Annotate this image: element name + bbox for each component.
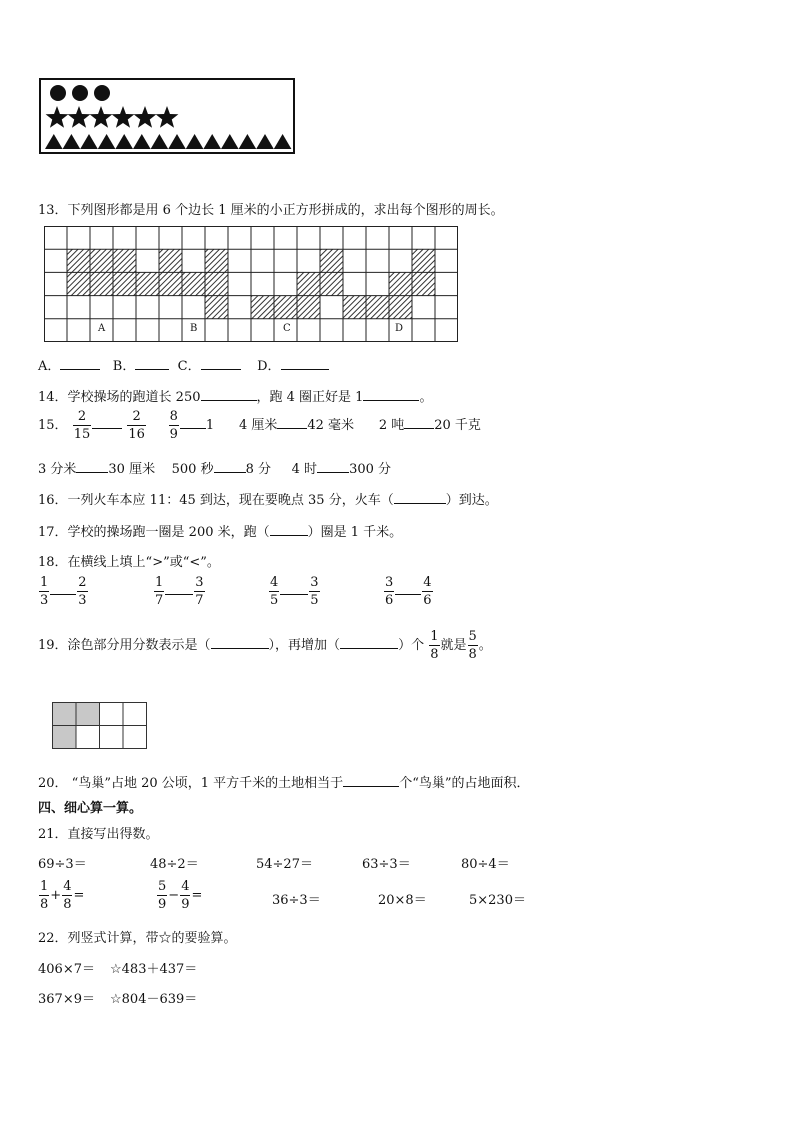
hatched-cell [366,296,389,319]
answer-b-blank[interactable] [135,358,169,370]
q17-text-2: ）圈是 1 千米。 [307,525,403,540]
hatched-cell [205,249,228,272]
q16-text-1: 16．一列火车本应 11：45 到达，现在要晚点 35 分，火车（ [38,493,394,508]
q21-frac-expr-2: $\frac{5}{9}$ − $\frac{4}{9}$ = [158,879,203,912]
q21-item-3: 54÷27＝ [256,857,313,872]
triangle-shape [115,134,133,149]
q15-row2-b: 30 厘米 [108,462,156,477]
circle-shape [50,85,66,101]
q22-text: 22．列竖式计算，带☆的要验算。 [38,931,237,946]
q21-item-5: 80÷4＝ [461,857,510,872]
q15-blank-5[interactable] [76,461,108,473]
q18-blank-1[interactable] [50,583,76,595]
q15-value-1: 1 [205,418,215,433]
q17 [38,521,402,540]
q20-blank[interactable] [343,775,399,787]
q21-item-6: 36÷3＝ [272,893,321,908]
q19-blank-2[interactable] [340,637,398,649]
q19-frac-1: $\frac{1}{8}$ [430,629,439,662]
q22-item-3: 367×9＝ [38,992,95,1007]
q16-text-2: ）到达。 [445,493,498,508]
q15-blank-7[interactable] [317,461,349,473]
answer-a-blank[interactable] [60,358,100,370]
star-shape [156,106,179,128]
q15-a: 4 厘米 [238,418,278,433]
answer-a-label: A． [38,359,61,374]
q14 [38,386,432,405]
hatched-cell [90,249,113,272]
q15-blank-1[interactable] [92,417,122,429]
q21-item-2: 48÷2＝ [150,857,199,872]
circle-shape [72,85,88,101]
q19 [38,630,492,661]
q15-row2-e: 4 时 [291,462,318,477]
q19-text-3: ）个 [398,638,425,653]
q13-answers [38,355,329,374]
q18-pair-3: $\frac{4}{5}$ $\frac{3}{5}$ [270,575,319,608]
answer-c-blank[interactable] [201,358,241,370]
q16 [38,489,498,508]
answer-d-label: D． [257,359,281,374]
triangle-shape [133,134,151,149]
q14-text-3: 。 [419,390,433,405]
q13-label-a: A [98,323,106,334]
hatched-cell [389,296,412,319]
hatched-cell [159,249,182,272]
q21-item-4: 63÷3＝ [362,857,411,872]
q21-item-1: 69÷3＝ [38,857,87,872]
circle-row [50,85,110,101]
triangle-shape [203,134,221,149]
q19-fraction-grid [52,702,148,750]
triangle-row [45,134,291,149]
hatched-cell [251,296,274,319]
q15-d: 20 千克 [434,418,481,433]
q18-blank-4[interactable] [395,583,421,595]
q13-label-c: C [283,323,291,334]
q15-row2-f: 300 分 [349,462,392,477]
q18-pair-2: $\frac{1}{7}$ $\frac{3}{7}$ [155,575,204,608]
star-shape [90,106,113,128]
q19-text-5: 。 [478,638,492,653]
hatched-cell [205,296,228,319]
triangle-shape [168,134,186,149]
q13-label-b: B [190,323,198,334]
hatched-cell [343,296,366,319]
triangle-shape [63,134,81,149]
hatched-cell [412,272,435,295]
q15-frac-1: $\frac{2}{15}$ [73,409,91,442]
q16-blank[interactable] [394,492,446,504]
triangle-shape [80,134,98,149]
q17-text-1: 17．学校的操场跑一圈是 200 米，跑（ [38,525,270,540]
q22-item-4: ☆804－639＝ [110,992,198,1007]
q15-frac-2: $\frac{2}{16}$ [128,409,145,442]
hatched-cell [67,249,90,272]
triangle-shape [274,134,292,149]
q19-frac-2: $\frac{5}{8}$ [468,629,477,662]
hatched-cell [113,249,136,272]
q20-text-1: 20． “鸟巢”占地 20 公顷，1 平方千米的土地相当于 [38,776,344,791]
hatched-cell [389,272,412,295]
triangle-shape [45,134,63,149]
q15-blank-2[interactable] [180,417,206,429]
star-shape [46,106,69,128]
q20-text-2: 个“鸟巢”的占地面积． [399,776,530,791]
hatched-cell [67,272,90,295]
q14-blank-1[interactable] [201,389,257,401]
triangle-shape [239,134,257,149]
q18-blank-3[interactable] [280,583,308,595]
q13-label-d: D [395,323,404,334]
hatched-cell [136,272,159,295]
q21-text: 21．直接写出得数。 [38,827,159,842]
q18-pair-4: $\frac{3}{6}$ $\frac{4}{6}$ [385,575,432,608]
hatched-cell [320,272,343,295]
triangle-shape [221,134,239,149]
hatched-cell [274,296,297,319]
star-shape [68,106,91,128]
answer-c-label: C． [177,359,201,374]
hatched-cell [113,272,136,295]
q15-blank-4[interactable] [404,417,434,429]
triangle-shape [256,134,274,149]
q19-text-2: ），再增加（ [268,638,341,653]
q14-text-1: 14．学校操场的跑道长 250 [38,390,201,405]
q15-row2 [38,458,391,477]
q22-item-2: ☆483＋437＝ [110,962,198,977]
q15-c: 2 吨 [378,418,405,433]
q19-text-1: 19．涂色部分用分数表示是（ [38,638,211,653]
hatched-cell [412,249,435,272]
q18-blank-2[interactable] [165,583,193,595]
star-shape [112,106,135,128]
shapes-figure [41,80,293,152]
q15-row2-a: 3 分米 [38,462,77,477]
q15-prefix: 15． [38,418,68,433]
q15-blank-3[interactable] [277,417,307,429]
answer-d-blank[interactable] [281,358,329,370]
answer-b-label: B． [112,359,136,374]
q15-b: 42 毫米 [307,418,355,433]
q21-item-8: 5×230＝ [469,893,526,908]
q13-text: 13．下列图形都是用 6 个边长 1 厘米的小正方形拼成的，求出每个图形的周长。 [38,203,504,218]
triangle-shape [151,134,169,149]
circle-shape [94,85,110,101]
star-shape [134,106,157,128]
q14-text-2: ，跑 4 圈正好是 1 [256,390,364,405]
q14-blank-2[interactable] [363,389,419,401]
q22-item-1: 406×7＝ [38,962,95,977]
q20 [38,772,529,791]
q19-blank-1[interactable] [211,637,269,649]
q21-frac-expr-1: $\frac{1}{8}$ + $\frac{4}{8}$ = [40,879,85,912]
shapes-box [39,78,295,154]
triangle-shape [98,134,116,149]
triangle-shape [186,134,204,149]
q15-frac-3: $\frac{8}{9}$ [169,409,178,442]
q18-pair-1: $\frac{1}{3}$ $\frac{2}{3}$ [40,575,87,608]
q21-item-7: 20×8＝ [378,893,427,908]
hatched-cell [297,296,320,319]
hatched-cell [297,272,320,295]
q15-row1 [38,410,481,441]
section-4-heading: 四、细心算一算。 [38,801,143,816]
hatched-cell [205,272,228,295]
hatched-cell [159,272,182,295]
hatched-cell [90,272,113,295]
hatched-cell [182,272,205,295]
q18-text: 18．在横线上填上“>”或“<”。 [38,555,220,570]
q15-row2-d: 8 分 [245,462,271,477]
q15-blank-6[interactable] [214,461,246,473]
q19-text-4: 就是 [440,638,467,653]
q15-row2-c: 500 秒 [171,462,214,477]
hatched-cell [320,249,343,272]
q17-blank[interactable] [270,524,308,536]
star-row [46,106,179,128]
